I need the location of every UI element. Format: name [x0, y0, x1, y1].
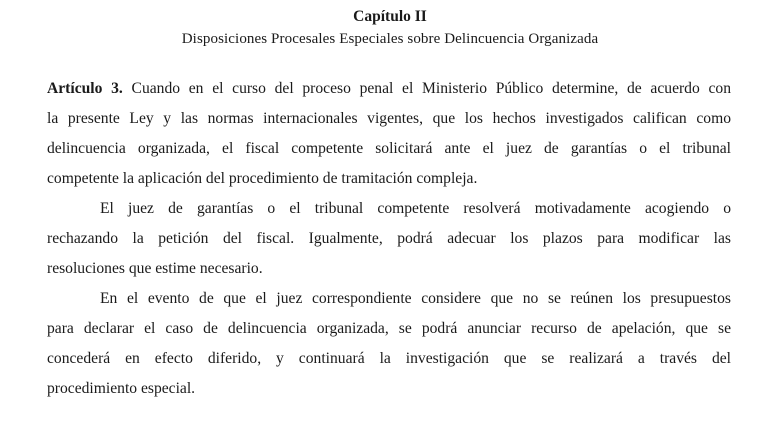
paragraph-2-line-2: rechazando la petición del fiscal. Igualmente, podrá adecuar los plazos para modificar las: [47, 230, 731, 247]
paragraph-1-line-1: [47, 78, 731, 100]
chapter-title: Capítulo II: [353, 8, 427, 25]
paragraph-3-line-4: procedimiento especial.: [47, 380, 196, 397]
paragraph-2-line-3: resoluciones que estime necesario.: [47, 260, 263, 277]
article-label: Artículo 3.: [47, 80, 123, 97]
chapter-subtitle: Disposiciones Procesales Especiales sobre Delincuencia Organizada: [181, 31, 599, 47]
paragraph-1-text: Cuando en el curso del proceso penal el Ministerio Público determine, de acuerdo con: [122, 80, 731, 97]
paragraph-2-line-1: El juez de garantías o el tribunal competente resolverá motivadamente acogiendo o: [100, 200, 731, 217]
paragraph-1-line-2: la presente Ley y las normas internacionales vigentes, que los hechos investigados califican como: [47, 110, 731, 127]
paragraph-1-line-4: competente la aplicación del procedimiento de tramitación compleja.: [47, 170, 478, 187]
paragraph-3-line-2: para declarar el caso de delincuencia organizada, se podrá anunciar recurso de apelación, que se: [47, 320, 731, 337]
paragraph-3-line-1: En el evento de que el juez correspondiente considere que no se reúnen los presupuestos: [100, 290, 731, 307]
paragraph-3-line-3: concederá en efecto diferido, y continuará la investigación que se realizará a través del: [47, 350, 731, 367]
paragraph-1-line-3: delincuencia organizada, el fiscal competente solicitará ante el juez de garantías o el tribunal: [47, 140, 731, 157]
